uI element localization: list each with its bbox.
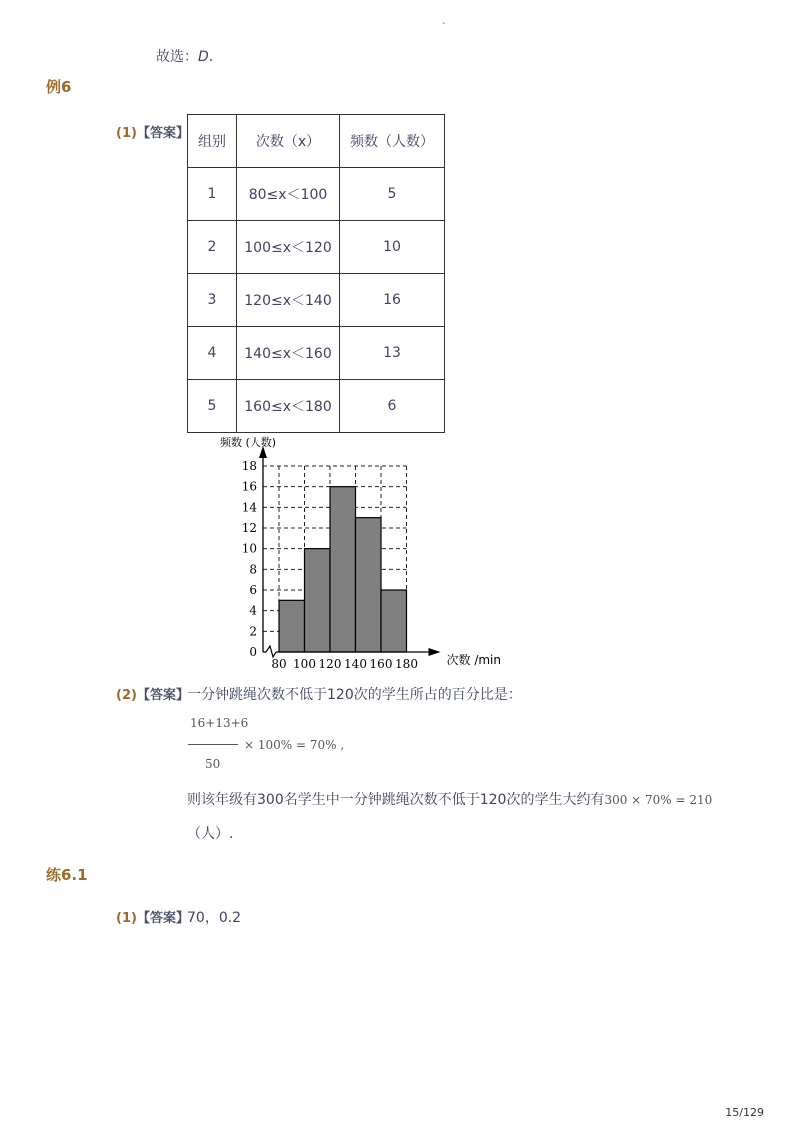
table-cell: 5 (188, 380, 237, 433)
y-tick-label: 0 (249, 645, 257, 659)
fraction-denominator: 50 (205, 757, 221, 771)
table-cell: 100≤x＜120 (237, 221, 340, 274)
conclusion-unit: （人）. (187, 826, 234, 842)
x-axis-arrow (429, 648, 441, 656)
table-cell: 5 (340, 168, 445, 221)
q2-conclusion (187, 789, 712, 809)
conclusion-text: 则该年级有300名学生中一分钟跳绳次数不低于120次的学生大约有 (187, 792, 605, 808)
practice-q1-tag: 【答案】 (136, 911, 189, 926)
table-row (188, 221, 445, 274)
x-tick-label: 160 (369, 657, 393, 671)
histogram-bar (279, 600, 305, 652)
x-tick-label: 80 (271, 657, 287, 671)
y-tick-label: 8 (249, 562, 257, 577)
x-axis-title: 次数 /min (446, 653, 501, 667)
y-tick-label: 18 (241, 459, 257, 473)
axis-break (266, 646, 276, 657)
table-header-cell: 频数（人数） (340, 115, 445, 168)
table-cell: 80≤x＜100 (237, 168, 340, 221)
table-row (188, 380, 445, 433)
y-tick-label: 2 (249, 624, 257, 639)
q2-tag: 【答案】 (136, 688, 189, 703)
x-tick-label: 140 (344, 657, 367, 671)
y-axis-title: 频数 (人数) (220, 436, 277, 449)
q1-tag: 【答案】 (136, 126, 189, 141)
table-header-cell: 组别 (188, 115, 237, 168)
table-row (188, 274, 445, 327)
conclusion-prefix: 故选： (156, 49, 198, 65)
y-tick-label: 10 (241, 541, 257, 556)
table-cell: 160≤x＜180 (237, 380, 340, 433)
table-cell: 140≤x＜160 (237, 327, 340, 380)
fraction-bar (188, 744, 238, 745)
table-cell: 3 (188, 274, 237, 327)
conclusion-math: 300 × 70% = 210 (604, 793, 713, 807)
y-tick-label: 14 (241, 500, 257, 515)
page-number: 15/129 (725, 1106, 764, 1119)
table-cell: 4 (188, 327, 237, 380)
table-cell: 2 (188, 221, 237, 274)
practice61-title: 练6.1 (46, 866, 88, 884)
conclusion-answer: D (198, 49, 209, 65)
x-tick-label: 100 (293, 657, 316, 671)
practice-q1-number: (1) (116, 911, 137, 926)
histogram-bar (381, 590, 407, 652)
table-cell: 16 (340, 274, 445, 327)
histogram-bar (305, 549, 331, 652)
q2-intro: 一分钟跳绳次数不低于120次的学生所占的百分比是： (187, 687, 522, 703)
histogram-chart (218, 432, 518, 672)
top-mark: - (442, 18, 446, 29)
q1-number: (1) (116, 126, 137, 141)
y-tick-label: 12 (241, 521, 257, 535)
table-header-cell: 次数（x） (237, 115, 340, 168)
table-header-row (188, 115, 445, 168)
table-cell: 13 (340, 327, 445, 380)
table-cell: 6 (340, 380, 445, 433)
x-tick-label: 120 (318, 657, 342, 671)
practice-q1-answer: 70，0.2 (187, 910, 242, 926)
y-tick-label: 16 (241, 479, 257, 494)
y-tick-label: 4 (249, 603, 257, 618)
fraction-numerator: 16+13+6 (190, 716, 249, 730)
y-tick-label: 6 (249, 583, 257, 597)
q1-label (116, 122, 189, 141)
frequency-table (187, 114, 445, 433)
histogram-bar (356, 518, 382, 652)
histogram-svg (218, 432, 518, 672)
practice-q1-label (116, 907, 189, 926)
table-row (188, 168, 445, 221)
fraction-rest: × 100% = 70% , (244, 738, 345, 752)
table-cell: 120≤x＜140 (237, 274, 340, 327)
example6-title: 例6 (46, 78, 72, 96)
conclusion-suffix: . (208, 49, 214, 65)
table-cell: 10 (340, 221, 445, 274)
q2-number: (2) (116, 688, 137, 703)
table-row (188, 327, 445, 380)
q2-label (116, 684, 189, 703)
table-cell: 1 (188, 168, 237, 221)
x-tick-label: 180 (395, 657, 418, 671)
previous-conclusion (156, 46, 213, 66)
histogram-bar (330, 487, 356, 652)
